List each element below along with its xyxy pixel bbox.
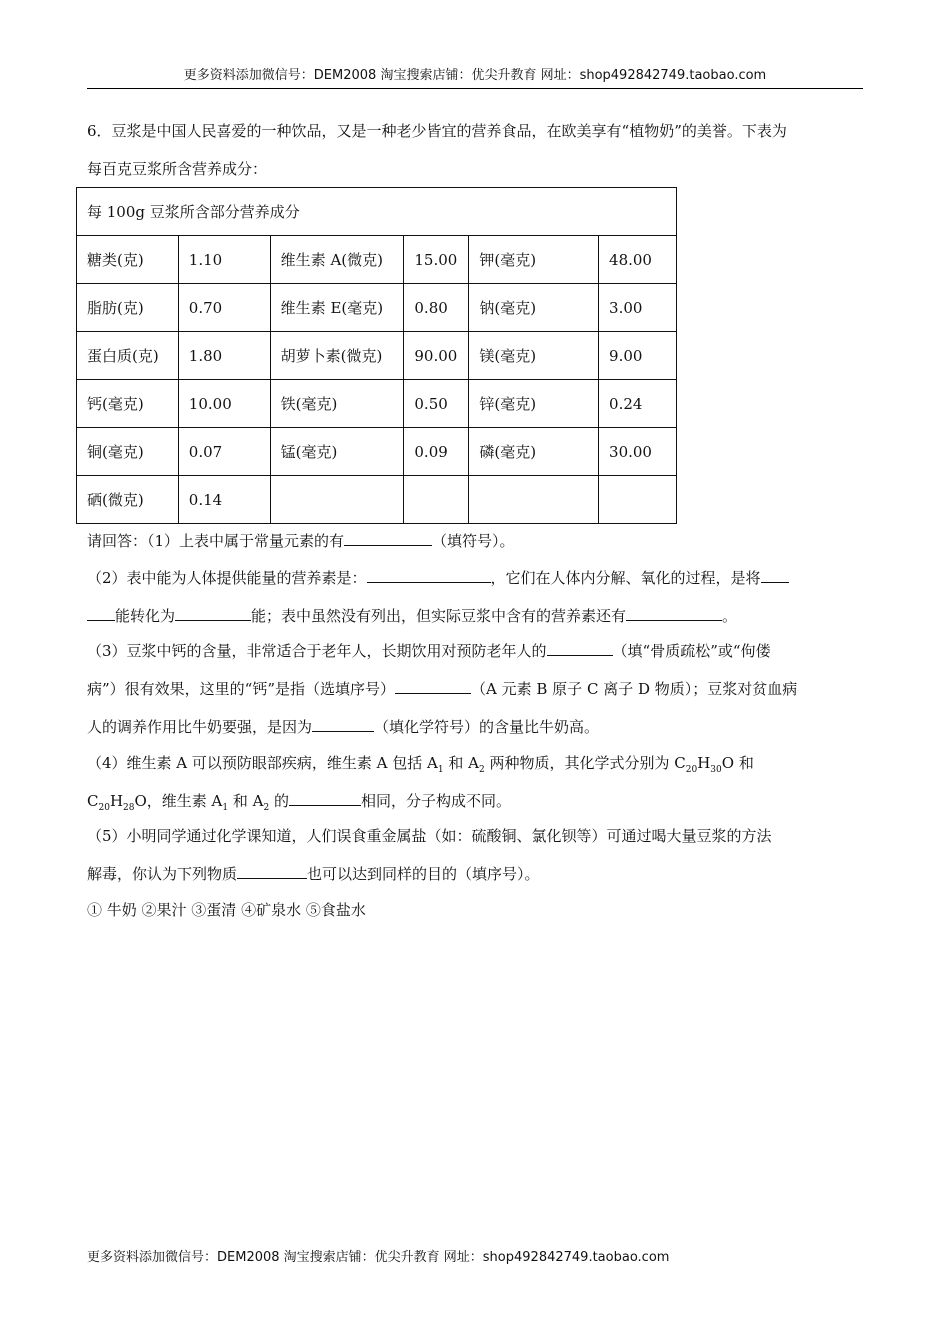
q4-sub: 20 xyxy=(685,765,698,775)
table-cell: 9.00 xyxy=(599,332,677,380)
table-cell: 脂肪(克) xyxy=(77,284,179,332)
q1-text-b: （填符号）。 xyxy=(432,532,515,550)
table-cell: 0.14 xyxy=(178,476,270,524)
q4-text-c: 两种物质，其化学式分别为 C xyxy=(484,754,686,772)
q3-text-f: （填化学符号）的含量比牛奶高。 xyxy=(374,718,600,736)
q2-text-c: 能转化为 xyxy=(115,607,176,625)
q4-sub: 30 xyxy=(710,765,722,775)
table-cell xyxy=(599,476,677,524)
table-row xyxy=(77,332,677,380)
page-header: 更多资料添加微信号：DEM2008 淘宝搜索店铺：优尖升教育 网址：shop492842749.taobao.com xyxy=(87,66,863,89)
table-cell: 锌(毫克) xyxy=(469,380,599,428)
table-cell: 维生素 A(微克) xyxy=(270,236,404,284)
q2-answer-blank-2b[interactable] xyxy=(87,606,115,621)
table-cell: 糖类(克) xyxy=(77,236,179,284)
q2-answer-blank-2a[interactable] xyxy=(761,568,789,583)
table-cell: 0.07 xyxy=(178,428,270,476)
table-cell: 1.80 xyxy=(178,332,270,380)
q3-text-a: （3）豆浆中钙的含量，非常适合于老年人，长期饮用对预防老年人的 xyxy=(87,642,547,660)
table-cell: 1.10 xyxy=(178,236,270,284)
question-5-line-1: （5）小明同学通过化学课知道，人们误食重金属盐（如：硫酸铜、氯化钡等）可通过喝大量豆浆的方法 xyxy=(87,827,772,845)
table-row xyxy=(77,476,677,524)
q3-answer-blank-3[interactable] xyxy=(312,717,374,732)
page-footer: 更多资料添加微信号：DEM2008 淘宝搜索店铺：优尖升教育 网址：shop492842749.taobao.com xyxy=(87,1250,670,1265)
table-cell: 镁(毫克) xyxy=(469,332,599,380)
q4-text-i: 和 A xyxy=(228,792,264,810)
question-3-line-1 xyxy=(87,640,771,661)
q4-text-g: H xyxy=(109,792,124,810)
q3-text-b: （填“骨质疏松”或“佝偻 xyxy=(612,642,771,660)
q4-answer-blank[interactable] xyxy=(289,791,361,806)
table-cell: 3.00 xyxy=(599,284,677,332)
table-cell: 胡萝卜素(微克) xyxy=(270,332,404,380)
table-caption: 每 100g 豆浆所含部分营养成分 xyxy=(77,188,677,236)
table-row xyxy=(77,428,677,476)
nutrition-table xyxy=(76,187,677,524)
question-4-line-2 xyxy=(87,790,511,813)
table-cell: 锰(毫克) xyxy=(270,428,404,476)
question-4-line-1 xyxy=(87,752,754,775)
q4-text-e: O 和 xyxy=(721,754,754,772)
q2-text-b: ，它们在人体内分解、氧化的过程，是将 xyxy=(490,569,761,587)
q3-answer-blank-1[interactable] xyxy=(547,641,613,656)
question-intro-line-2: 每百克豆浆所含营养成分： xyxy=(87,160,268,178)
q1-answer-blank[interactable] xyxy=(344,531,432,546)
q4-text-a: （4）维生素 A 可以预防眼部疾病，维生素 A 包括 A xyxy=(87,754,438,772)
q4-sub: 20 xyxy=(98,803,110,813)
table-cell: 钙(毫克) xyxy=(77,380,179,428)
table-caption-row xyxy=(77,188,677,236)
q2-text-a: （2）表中能为人体提供能量的营养素是： xyxy=(87,569,367,587)
table-cell: 30.00 xyxy=(599,428,677,476)
question-3-line-2 xyxy=(87,678,797,699)
table-cell: 铁(毫克) xyxy=(270,380,404,428)
table-cell: 0.70 xyxy=(178,284,270,332)
q4-text-d: H xyxy=(697,754,711,772)
q5-answer-blank[interactable] xyxy=(237,864,307,879)
table-cell: 维生素 E(毫克) xyxy=(270,284,404,332)
q3-text-c: 病”）很有效果，这里的“钙”是指（选填序号） xyxy=(87,680,396,698)
table-cell: 钠(毫克) xyxy=(469,284,599,332)
q4-sub: 2 xyxy=(263,803,270,813)
table-cell xyxy=(270,476,404,524)
question-5-line-2 xyxy=(87,863,540,884)
question-5-options: ① 牛奶 ②果汁 ③蛋清 ④矿泉水 ⑤食盐水 xyxy=(87,901,366,919)
table-cell: 90.00 xyxy=(404,332,469,380)
q4-text-h: O，维生素 A xyxy=(134,792,223,810)
q4-text-j: 的 xyxy=(269,792,290,810)
table-row xyxy=(77,380,677,428)
question-1 xyxy=(87,530,515,551)
table-cell: 15.00 xyxy=(404,236,469,284)
q5-text-c: 也可以达到同样的目的（填序号）。 xyxy=(307,865,540,883)
q5-text-b: 解毒，你认为下列物质 xyxy=(87,865,238,883)
table-cell: 0.24 xyxy=(599,380,677,428)
q4-sub: 1 xyxy=(222,803,229,813)
table-cell: 蛋白质(克) xyxy=(77,332,179,380)
q3-answer-blank-2[interactable] xyxy=(395,679,471,694)
table-cell: 硒(微克) xyxy=(77,476,179,524)
q4-sub: 28 xyxy=(123,803,135,813)
q4-sub: 1 xyxy=(437,765,444,775)
q4-text-b: 和 A xyxy=(443,754,479,772)
question-2-line-2 xyxy=(87,605,737,626)
table-row xyxy=(77,284,677,332)
table-cell: 铜(毫克) xyxy=(77,428,179,476)
table-cell: 0.80 xyxy=(404,284,469,332)
q3-text-e: 人的调养作用比牛奶要强，是因为 xyxy=(87,718,313,736)
q2-answer-blank-1[interactable] xyxy=(367,568,491,583)
q4-sub: 2 xyxy=(479,765,485,775)
table-cell: 磷(毫克) xyxy=(469,428,599,476)
q2-answer-blank-4[interactable] xyxy=(626,606,722,621)
q3-text-d: （A 元素 B 原子 C 离子 D 物质）；豆浆对贫血病 xyxy=(471,680,798,698)
table-cell: 0.50 xyxy=(404,380,469,428)
q2-text-e: 。 xyxy=(722,607,738,625)
table-row xyxy=(77,236,677,284)
q1-text-a: 请回答：（1）上表中属于常量元素的有 xyxy=(87,532,345,550)
table-cell: 0.09 xyxy=(404,428,469,476)
question-intro-line-1: 6．豆浆是中国人民喜爱的一种饮品，又是一种老少皆宜的营养食品，在欧美享有“植物奶”的美誉。下表为 xyxy=(87,122,787,140)
table-cell: 钾(毫克) xyxy=(469,236,599,284)
q4-text-k: 相同，分子构成不同。 xyxy=(361,792,512,810)
table-cell: 10.00 xyxy=(178,380,270,428)
table-cell: 48.00 xyxy=(599,236,677,284)
q2-answer-blank-3[interactable] xyxy=(175,606,251,621)
q4-text-f: C xyxy=(87,792,99,810)
table-cell xyxy=(404,476,469,524)
question-3-line-3 xyxy=(87,716,599,737)
question-2-line-1 xyxy=(87,567,789,588)
table-cell xyxy=(469,476,599,524)
q2-text-d: 能；表中虽然没有列出，但实际豆浆中含有的营养素还有 xyxy=(251,607,627,625)
